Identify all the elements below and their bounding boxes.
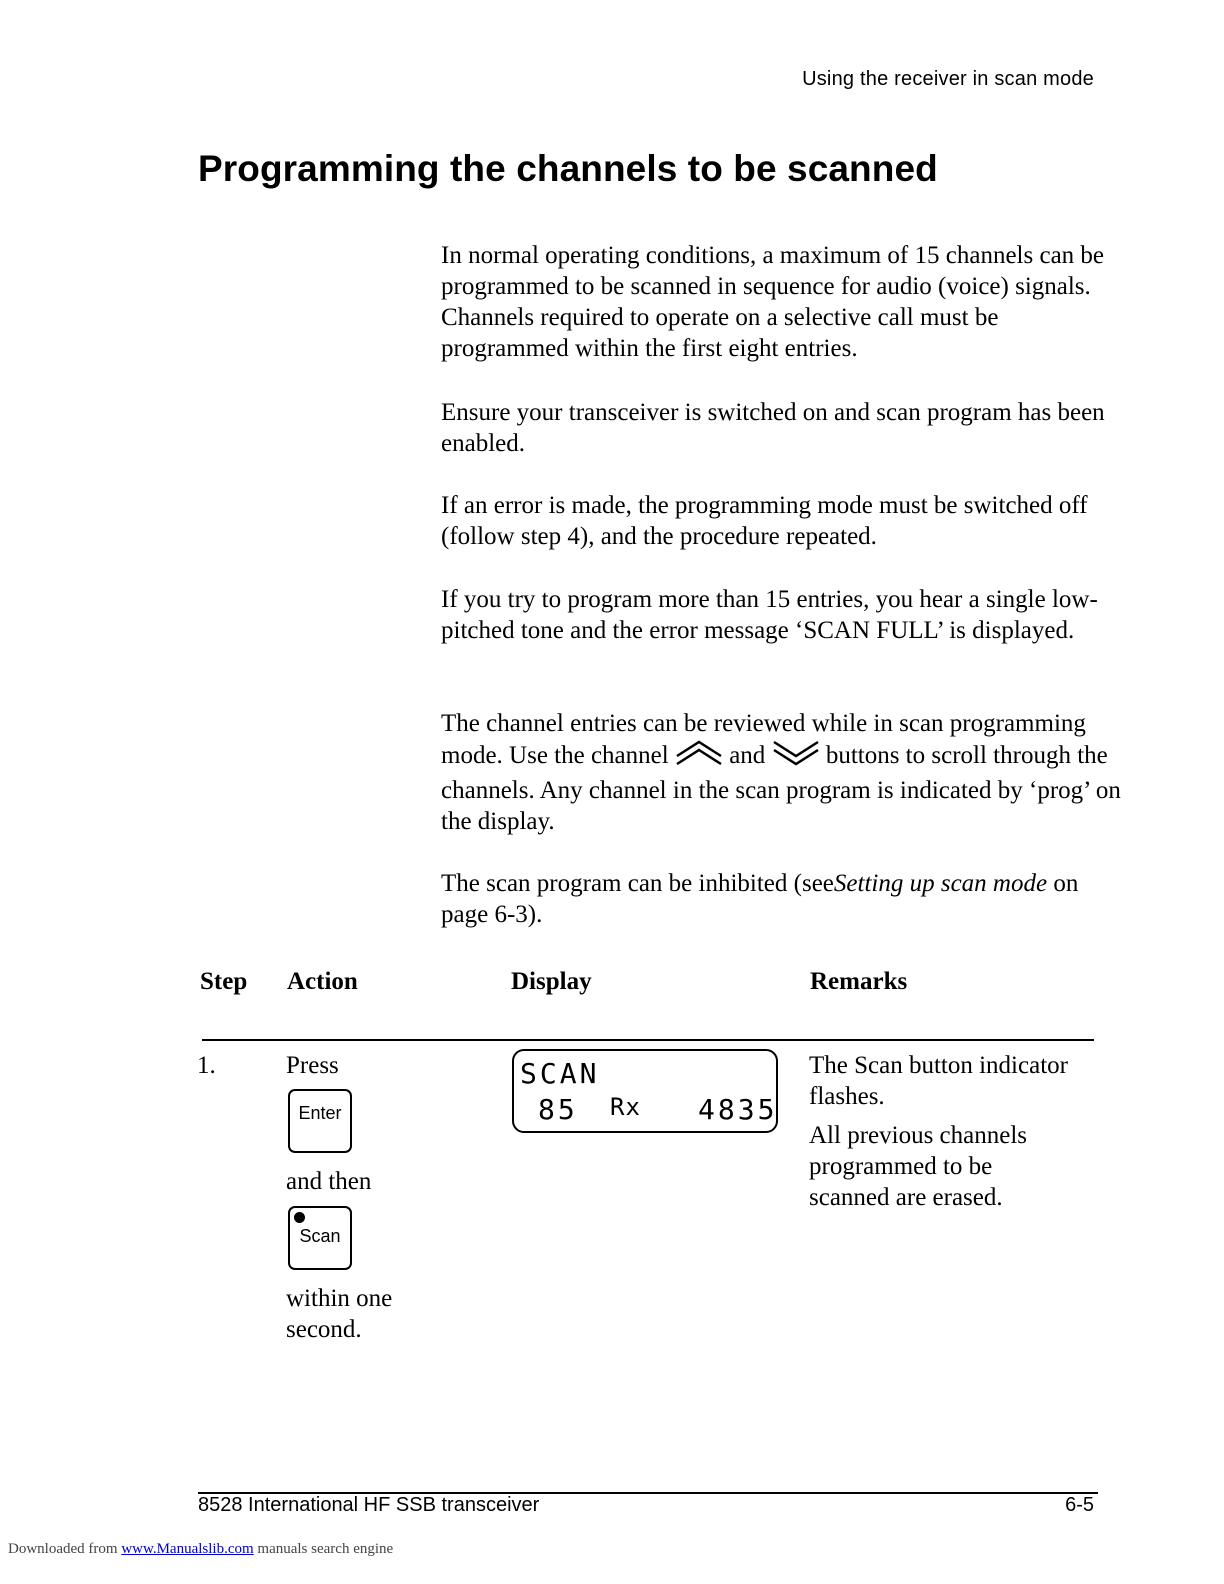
review-text-3: buttons to scroll through the channels. Any channel in the scan program is indicated by ‘prog’ on the display. bbox=[441, 742, 1121, 835]
review-text-1: The channel entries can be reviewed while in scan programming mode. Use the channel bbox=[441, 710, 1086, 769]
scan-indicator-icon bbox=[294, 1212, 305, 1223]
footer-product-name: 8528 International HF SSB transceiver bbox=[198, 1494, 540, 1516]
channel-down-icon bbox=[772, 739, 820, 775]
lcd-mode-text: SCAN bbox=[520, 1057, 600, 1090]
scan-key-button[interactable] bbox=[288, 1206, 352, 1270]
enter-key-label: Enter bbox=[298, 1103, 342, 1123]
lcd-frequency: 4835 bbox=[698, 1093, 778, 1126]
review-text-2: and bbox=[729, 742, 766, 769]
page-title: Programming the channels to be scanned bbox=[198, 148, 938, 189]
page-number: 6-5 bbox=[1065, 1494, 1094, 1516]
paragraph-max-channels: In normal operating conditions, a maximum of 15 channels can be programmed to be scanned in sequence for audio (voice) signals. Channels required to operate on a selective call must be programmed within the first eight entries. bbox=[441, 242, 1105, 362]
lcd-channel: 85 bbox=[538, 1093, 578, 1126]
inhibit-text-1: The scan program can be inhibited (see bbox=[441, 870, 834, 897]
download-suffix: manuals search engine bbox=[257, 1541, 394, 1557]
header-remarks: Remarks bbox=[810, 968, 908, 995]
action-within-one: within one bbox=[286, 1285, 393, 1312]
lcd-rx-indicator: Rx bbox=[610, 1093, 641, 1121]
manualslib-link[interactable]: www.Manualslib.com bbox=[121, 1541, 254, 1557]
paragraph-error-made: If an error is made, the programming mode must be switched off (follow step 4), and the procedure repeated. bbox=[441, 492, 1088, 550]
action-second: second. bbox=[286, 1316, 362, 1343]
step-number: 1. bbox=[197, 1052, 216, 1079]
action-press: Press bbox=[286, 1052, 339, 1079]
enter-key-button[interactable] bbox=[288, 1089, 352, 1153]
lcd-display bbox=[512, 1049, 778, 1133]
download-credit bbox=[8, 1541, 393, 1558]
setting-up-scan-mode-ref[interactable]: Setting up scan mode bbox=[833, 870, 1048, 897]
running-head: Using the receiver in scan mode bbox=[802, 68, 1094, 90]
remark-indicator-flashes: The Scan button indicator flashes. bbox=[809, 1052, 1068, 1110]
paragraph-scan-full: If you try to program more than 15 entries, you hear a single low-pitched tone and the error message ‘SCAN FULL’ is displayed. bbox=[441, 586, 1098, 644]
paragraph-ensure-enabled: Ensure your transceiver is switched on and scan program has been enabled. bbox=[441, 399, 1105, 457]
header-action: Action bbox=[287, 968, 358, 995]
channel-up-icon bbox=[675, 739, 723, 775]
scan-key-label: Scan bbox=[299, 1226, 341, 1246]
remark-channels-erased: All previous channels programmed to be scanned are erased. bbox=[809, 1122, 1028, 1211]
inhibit-text-2: on page 6-3). bbox=[441, 870, 1079, 928]
table-header-rule bbox=[202, 1039, 1094, 1041]
paragraph-review-entries bbox=[441, 708, 1121, 837]
download-prefix: Downloaded from bbox=[8, 1541, 118, 1557]
action-and-then: and then bbox=[286, 1168, 372, 1195]
header-step: Step bbox=[200, 968, 248, 995]
paragraph-inhibit bbox=[441, 868, 1121, 930]
header-display: Display bbox=[511, 968, 592, 995]
